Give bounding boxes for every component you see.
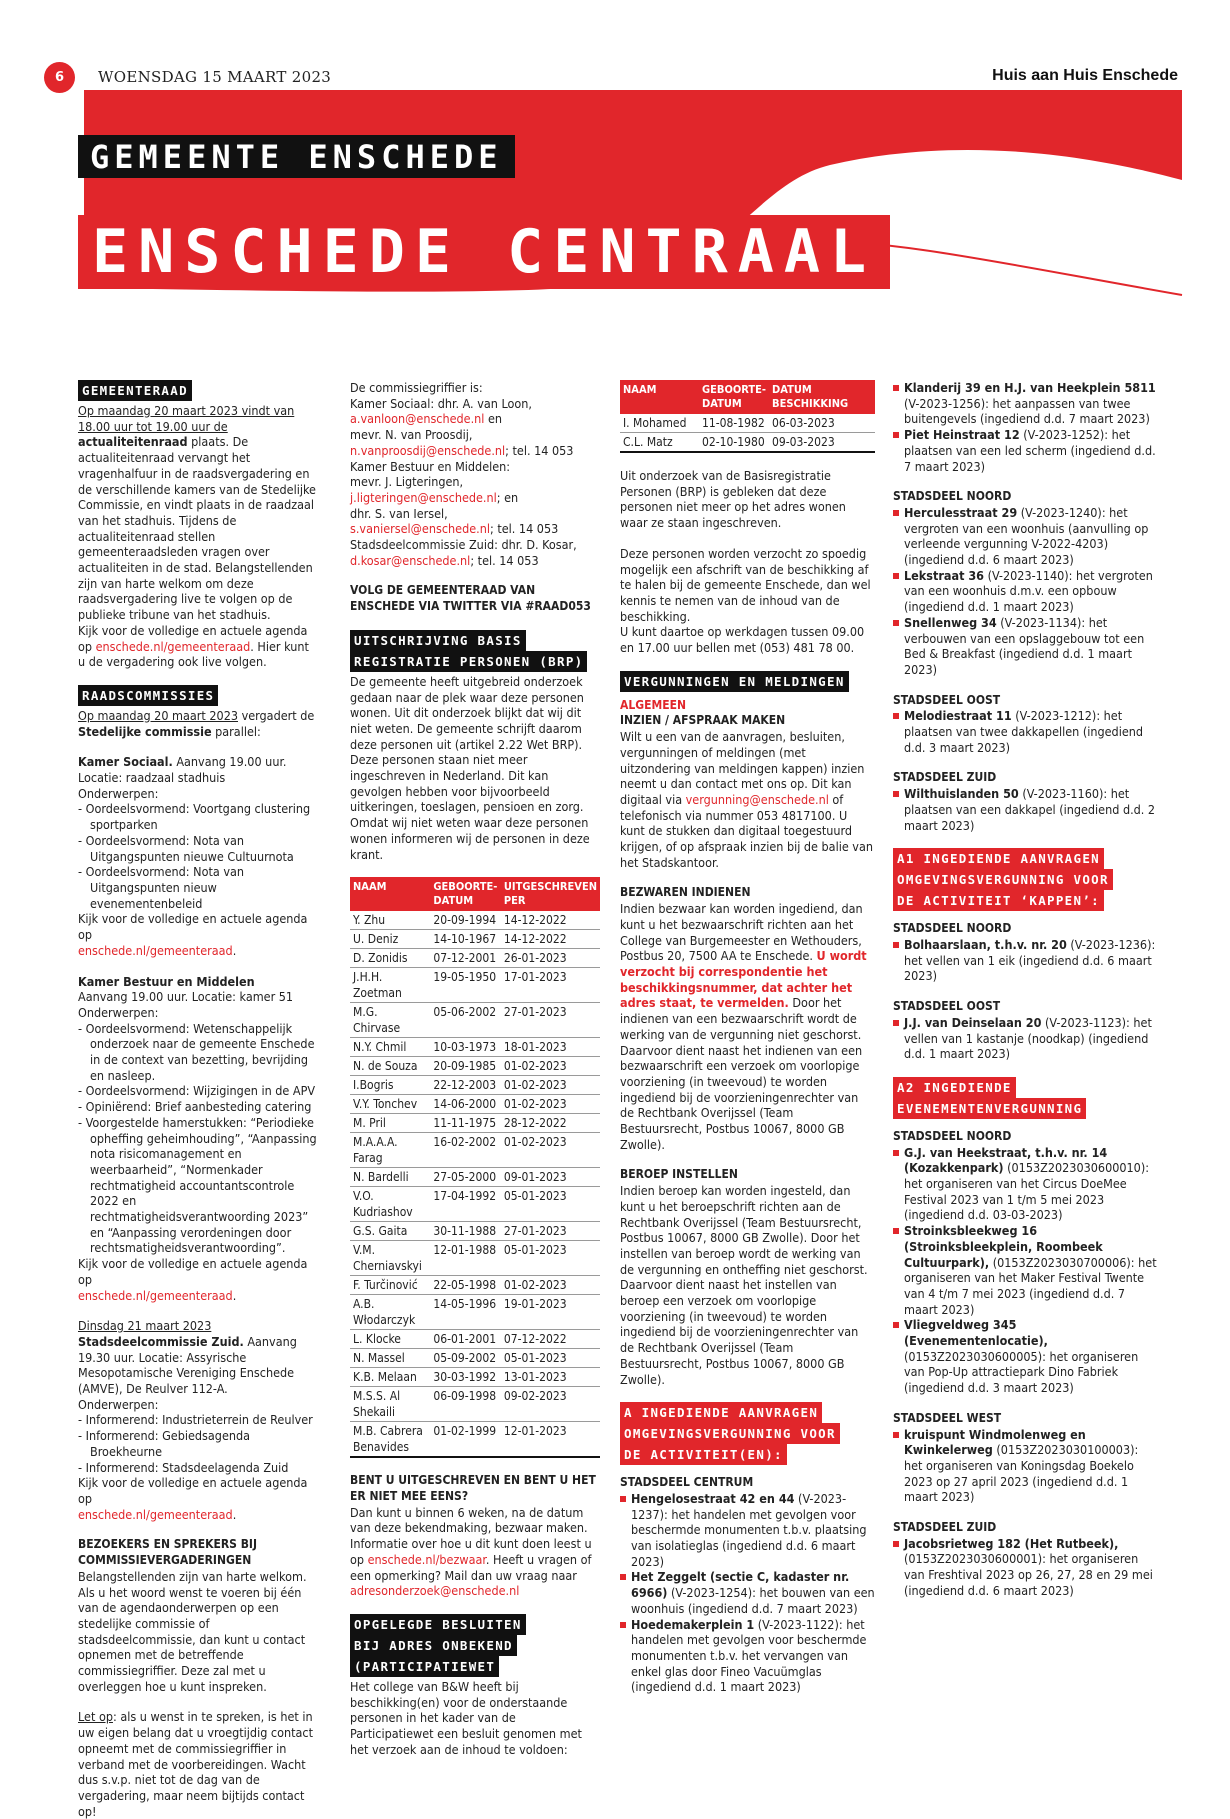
page-number: 6 [44,62,75,93]
table-cell: N.Y. Chmil [350,1038,430,1057]
bezoekers-heading: BEZOEKERS EN SPREKERS BIJ COMMISSIEVERGADERINGEN [78,1537,257,1568]
table-row [350,1330,600,1349]
bezoekers-text: Belangstellenden zijn van harte welkom. Als u het woord wenst te voeren bij één van de agendaonderwerpen op een stedelijke commissie of stadsdeelcommissie, dan kunt u contact opnemen met de betreffende commissiegriffier. Deze zal met u overleggen hoe u kunt inspreken. [78,1568,307,1694]
besluiten-heading-1: OPGELEGDE BESLUITEN [350,1614,526,1635]
list-item: Klanderij 39 en H.J. van Heekplein 5811 (V-2023-1256): het aanpassen van twee buitengevels (ingediend d.d. 7 maart 2023) [893,380,1158,427]
gemeenteraad-link[interactable]: enschede.nl/gemeenteraad [78,1506,233,1522]
stadsdeel-noord: STADSDEEL NOORD [893,489,1012,504]
onderzoek-text: Uit onderzoek van de Basisregistratie Personen (BRP) is gebleken dat deze personen niet meer op het adres wonen waar ze staan ingeschreven. [620,468,846,531]
actualiteitenraad-text: Op maandag 20 maart 2023 vindt van 18.00 uur tot 19.00 uur de actualiteitenraad plaats. De actualiteitenraad vervangt het vragenhalfuur in de raadsvergadering en de verschillende kamers van de Stedelijke Commissie, en vindt plaats in de raadzaal van het stadhuis. Tijdens de actualiteitenraad stellen gemeenteraadsleden vragen over actualiteiten in de stad. Belangstellenden zijn van harte welkom om deze raadsvergadering live te volgen op de publieke tribune van het stadhuis. [78,403,316,623]
list-item: Melodiestraat 11 (V-2023-1212): het plaatsen van twee dakkapellen (ingediend d.d. 3 maart 2023) [893,708,1158,755]
besluiten-text: Het college van B&W heeft bij beschikking(en) voor de onderstaande personen in het kader van de Participatiewet een besluit genomen met het verzoek aan de inhoud te voldoen: [350,1678,582,1757]
evenement-heading-2: EVENEMENTENVERGUNNING [893,1098,1086,1119]
table-cell: 16-02-2002 [430,1133,500,1168]
table-cell: 05-01-2023 [501,1241,600,1276]
table-row [350,1387,600,1422]
bezwaar-text: Dan kunt u binnen 6 weken, na de datum van deze bekendmaking, bezwaar maken. Informatie over hoe u dit kunt doen leest u op enschede.nl/bezwaar. Heeft u vragen of een opmerking? Mail dan uw vraag naar adresonderzoek@enschede.nl [350,1504,592,1599]
table-cell: 13-01-2023 [501,1368,600,1387]
table-row [350,1038,600,1057]
table-cell: 01-02-1999 [430,1422,500,1458]
inzien-heading: INZIEN / AFSPRAAK MAKEN [620,713,786,728]
table-cell: V.Y. Tonchev [350,1095,430,1114]
table-cell: M.B. Cabrera Benavides [350,1422,430,1458]
table-cell: 10-03-1973 [430,1038,500,1057]
table-header: NAAM [620,380,699,414]
table-cell: 05-09-2002 [430,1349,500,1368]
list-item: - Informerend: Stadsdeelagenda Zuid [78,1459,289,1475]
table-cell: 27-05-2000 [430,1168,500,1187]
brp-heading-1: UITSCHRIJVING BASIS [350,630,526,651]
table-cell: I. Mohamed [620,414,699,433]
stadsdeel-zuid: STADSDEEL ZUID [893,770,997,785]
email-link[interactable]: adresonderzoek@enschede.nl [350,1583,520,1599]
verzoek-text: Deze personen worden verzocht zo spoedig mogelijk een afschrift van de beschikking af te halen bij de gemeente Enschede, dan wel kennis te nemen van de inhoud van de beschikking. [620,545,871,624]
table-header: DATUM BESCHIKKING [769,380,875,414]
aanvragen-heading-3: DE ACTIVITEIT(EN): [620,1444,787,1465]
twitter-notice: VOLG DE GEMEENTERAAD VAN ENSCHEDE VIA TWITTER VIA #RAAD053 [350,583,591,614]
table-cell: 06-09-1998 [430,1387,500,1422]
table-cell: M.G. Chirvase [350,1003,430,1038]
gemeenteraad-link[interactable]: enschede.nl/gemeenteraad [95,638,251,654]
kamer-bestuur-list [78,1021,318,1257]
gemeenteraad-link[interactable]: enschede.nl/gemeenteraad [78,942,233,958]
table-row [350,1076,600,1095]
column-2: De commissiegriffier is: Kamer Sociaal: dhr. A. van Loon, a.vanloon@enschede.nl en mevr. N. van Proosdij, n.vanproosdij@enschede.nl; tel. 14 053 Kamer Bestuur en Middelen: mevr. J. Ligteringen, j.ligteringen@enschede.nl; en dhr. S. van Iersel, s.vaniersel@enschede.nl; tel. 14 053 Stadsdeelcommissie Zuid: dhr. D. Kosar, d.kosar@enschede.nl; tel. 14 053 VOLG DE GEMEENTERAAD VAN ENSCHEDE VIA TWITTER VIA #RAAD053 UITSCHRIJVING BASIS REGISTRATIE PERSONEN (BRP) De gemeente heeft uitgebreid onderzoek gedaan naar de plek waar deze personen wonen. Uit dit onderzoek blijkt dat wij dit niet weten. De gemeente schrijft daarom deze personen uit (artikel 2.22 Wet BRP). Deze personen staan niet meer ingeschreven in Nederland. Dit kan gevolgen hebben voor bijvoorbeeld uitkeringen, toeslagen, pensioen en zorg. Omdat wij niet weten waar deze personen wonen informeren wij de personen in deze krant. NAAM GEBOORTE-DATUM UITGESCHREVEN PER Y. Zhu 20-09-1994 14-12-2022 U. Deniz 14-10-1967 14-12-2022 D. Zonidis 07-12-2001 26-01-2023 J.H.H. Zoetman 19-05-1950 17-01-2023 M.G. Chirvase 05-06-2002 27-01-2023 N.Y. Chmil 10-03-1973 18-01-2023 N. de Souza 20-09-1985 01-02-2023 I.Bogris 22-12-2003 01-02-2023 V.Y. Tonchev 14-06-2000 01-02-2023 M. Pril 11-11-1975 28-12-2022 M.A.A.A. Farag 16-02-2002 01-02-2023 N. Bardelli 27-05-2000 09-01-2023 V.O. Kudriashov 17-04-1992 05-01-2023 G.S. Gaita 30-11-1988 27-01-2023 V.M. Cherniavskyi 12-01-1988 05-01-2023 F. Turčinović 22-05-1998 01-02-2023 A.B. Włodarczyk 14-05-1996 19-01-2023 L. Klocke 06-01-2001 07-12-2022 N. Massel 05-09-2002 05-01-2023 K.B. Melaan 30-03-1992 13-01-2023 M.S.S. Al Shekaili 06-09-1998 09-02-2023 M.B. Cabrera Benavides 01-02-1999 12-01-2023 BENT U UITGESCHREVEN EN BENT U HET ER NIET MEE EENS? Dan kunt u binnen 6 weken, na de datum van deze bekendmaking, bezwaar maken. Informatie over hoe u dit kunt doen leest u op enschede.nl/bezwaar. Heeft u vragen of een opmerking? Mail dan uw vraag naar adresonderzoek@enschede.nl OPGELEGDE BESLUITEN BIJ ADRES ONBEKEND (PARTICIPATIEWET Het college van B&W heeft bij beschikking(en) voor de onderstaande personen in het kader van de Participatiewet een besluit genomen met het verzoek aan de inhoud te voldoen: [350,380,600,1757]
evenement-noord-list [893,1145,1158,1396]
table-cell: 19-01-2023 [501,1295,600,1330]
list-item: Jacobsrietweg 182 (Het Rutbeek), (0153Z2023030600001): het organiseren van Freshtival 2023 op 26, 27, 28 en 29 mei (ingediend d.d. 6 maart 2023) [893,1536,1158,1599]
table-header: NAAM [350,877,430,911]
table-cell: M.A.A.A. Farag [350,1133,430,1168]
table-row [350,1187,600,1222]
agenda-info: Kijk voor de volledige en actuele agenda op [78,1475,308,1506]
table-cell: 14-10-1967 [430,930,500,949]
table-cell: A.B. Włodarczyk [350,1295,430,1330]
table-cell: Y. Zhu [350,911,430,930]
list-item: G.J. van Heekstraat, t.h.v. nr. 14 (Kozakkenpark) (0153Z2023030600010): het organiseren van het Circus DoeMee Festival 2023 van 1 t/m 5 mei 2023 (ingediend d.d. 03-03-2023) [893,1145,1158,1224]
stadsdeel-west: STADSDEEL WEST [893,1410,1002,1425]
table-cell: 14-12-2022 [501,930,600,949]
besluiten-table [620,380,875,453]
table-cell: V.M. Cherniavskyi [350,1241,430,1276]
table-cell: 01-02-2023 [501,1276,600,1295]
table-cell: 27-01-2023 [501,1003,600,1038]
kappen-heading-3: DE ACTIVITEIT ‘KAPPEN’: [893,890,1104,911]
bezwaren-text: Indien bezwaar kan worden ingediend, dan kunt u het bezwaarschrift richten aan het College van Burgemeester en Wethouders, Postbus 20, 7500 AA te Enschede. U wordt verzocht bij correspondentie het beschikkingsnummer, dat achter het adres staat, te vermelden. Door het indienen van een bezwaarschrift wordt de werking van de vergunning niet geschorst. Daarvoor dient naast het indienen van een bezwaarschrift een verzoek om voorlopige voorziening (in tweevoud) te worden ingediend bij de voorzieningenrechter van de Rechtbank Overijssel (Team Bestuursrecht, Postbus 10067, 8000 GB Zwolle). [620,901,867,1152]
onderwerpen-label: Onderwerpen: [78,1396,159,1412]
inzien-text: Wilt u een van de aanvragen, besluiten, vergunningen of meldingen (met uitzondering van meldingen kappen) inzien neemt u dan contact met ons op. Dit kan digitaal via vergunning@enschede.nl of telefonisch via nummer 053 4817100. U kunt de stukken dan digitaal toegestuurd krijgen, of op afspraak inzien bij de balie van het Stadskantoor. [620,729,873,870]
table-row [350,968,600,1003]
algemeen-heading: ALGEMEEN [620,697,687,712]
table-cell: 26-01-2023 [501,949,600,968]
email-link[interactable]: a.vanloon@enschede.nl [350,411,485,427]
raadscommissies-heading: RAADSCOMMISSIES [78,685,218,706]
kappen-oost-list [893,1015,1158,1062]
table-cell: 17-01-2023 [501,968,600,1003]
kamer-sociaal: Kamer Sociaal. Aanvang 19.00 uur. Locatie: raadzaal stadhuis [78,754,287,786]
table-cell: 28-12-2022 [501,1114,600,1133]
list-item: Wilthuislanden 50 (V-2023-1160): het plaatsen van een dakkapel (ingediend d.d. 2 maart 2023) [893,786,1158,833]
table-cell: 02-10-1980 [699,433,769,453]
table-row [350,1241,600,1276]
column-1: GEMEENTERAAD Op maandag 20 maart 2023 vindt van 18.00 uur tot 19.00 uur de actualiteitenraad plaats. De actualiteitenraad vervangt het vragenhalfuur in de raadsvergadering en de verschillende kamers van de Stedelijke Commissie, en vindt plaats in de raadzaal van het stadhuis. Tijdens de actualiteitenraad stellen gemeenteraadsleden vragen over actualiteiten in de stad. Belangstellenden zijn van harte welkom om deze raadsvergadering live te volgen op de publieke tribune van het stadhuis. Kijk voor de volledige en actuele agenda op enschede.nl/gemeenteraad. Hier kunt u de vergadering ook live volgen. RAADSCOMMISSIES Op maandag 20 maart 2023 vergadert de Stedelijke commissie parallel: Kamer Sociaal. Aanvang 19.00 uur. Locatie: raadzaal stadhuis Onderwerpen: - Oordeelsvormend: Voortgang clustering sportparken - Oordeelsvormend: Nota van Uitgangspunten nieuwe Cultuurnota - Oordeelsvormend: Nota van Uitgangspunten nieuw evenementenbeleid Kijk voor de volledige en actuele agenda op enschede.nl/gemeenteraad. Kamer Bestuur en Middelen Aanvang 19.00 uur. Locatie: kamer 51 Onderwerpen: - Oordeelsvormend: Wetenschappelijk onderzoek naar de gemeente Enschede in de context van bezetting, bevrijding en nasleep. - Oordeelsvormend: Wijzigingen in de APV - Opiniërend: Brief aanbesteding catering - Voorgestelde hamerstukken: “Periodieke opheffing geheimhouding”, “Aanpassing nota risicomanagement en weerbaarheid”, “Normenkader rechtmatigheid accountantscontrole 2022 en rechtmatigheidsverantwoording 2023” en “Aanpassing verordeningen door rechtsmatigheidsverantwoording”. Kijk voor de volledige en actuele agenda op enschede.nl/gemeenteraad. Dinsdag 21 maart 2023 Stadsdeelcommissie Zuid. Aanvang 19.30 uur. Locatie: Assyrische Mesopotamische Vereniging Enschede (AMVE), De Reulver 112-A. Onderwerpen: - Informerend: Industrieterrein de Reulver - Informerend: Gebiedsagenda Broekheurne - Informerend: Stadsdeelagenda Zuid Kijk voor de volledige en actuele agenda op enschede.nl/gemeenteraad. BEZOEKERS EN SPREKERS BIJ COMMISSIEVERGADERINGEN Belangstellenden zijn van harte welkom. Als u het woord wenst te voeren bij één van de agendaonderwerpen op een stedelijke commissie of stadsdeelcommissie, dan kunt u contact opnemen met de betreffende commissiegriffier. Deze zal met u overleggen hoe u kunt inspreken. Let op: als u wenst in te spreken, is het in uw eigen belang dat u vroegtijdig contact opneemt met de commissiegriffier in verband met de voorbereidingen. Wacht dus s.v.p. niet tot de dag van de vergadering, maar neem bijtijds contact op! [78,380,318,1819]
list-item: Bolhaarslaan, t.h.v. nr. 20 (V-2023-1236): het vellen van 1 eik (ingediend d.d. 6 maart 2023) [893,937,1158,984]
table-cell: 06-01-2001 [430,1330,500,1349]
table-header: GEBOORTE-DATUM [430,877,500,911]
list-item: Herculesstraat 29 (V-2023-1240): het vergroten van een woonhuis (aanvulling op verleende vergunning V-2022-4203) (ingediend d.d. 6 maart 2023) [893,505,1158,568]
table-cell: M.S.S. Al Shekaili [350,1387,430,1422]
griffier-line: mevr. J. Ligteringen, [350,474,464,490]
centrum-list-cont [893,380,1158,474]
table-row [350,1003,600,1038]
table-cell: C.L. Matz [620,433,699,453]
table-header: UITGESCHREVEN PER [501,877,600,911]
table-cell: 05-01-2023 [501,1187,600,1222]
oost-list [893,708,1158,755]
beroep-heading: BEROEP INSTELLEN [620,1167,738,1182]
kappen-heading-2: OMGEVINGSVERGUNNING VOOR [893,869,1113,890]
table-cell: 14-12-2022 [501,911,600,930]
table-cell: 22-12-2003 [430,1076,500,1095]
list-item: - Opiniërend: Brief aanbesteding catering [78,1099,312,1115]
list-item: Snellenweg 34 (V-2023-1134): het verbouwen van een opslaggebouw tot een Bed & Breakfast (ingediend d.d. 1 maart 2023) [893,615,1158,678]
kamer-bestuur-info: Aanvang 19.00 uur. Locatie: kamer 51 [78,989,294,1005]
table-row [350,1276,600,1295]
griffier-intro: De commissiegriffier is: [350,380,483,395]
list-item: kruispunt Windmolenweg en Kwinkelerweg (0153Z2023030100003): het organiseren van Koningsdag Boekelo 2023 op 27 april 2023 (ingediend d.d. 1 maart 2023) [893,1427,1158,1506]
list-item: - Informerend: Industrieterrein de Reulver [78,1412,313,1428]
table-row [350,1349,600,1368]
brp-heading-2: REGISTRATIE PERSONEN (BRP) [350,651,587,672]
table-cell: 14-05-1996 [430,1295,500,1330]
griffier-line: Kamer Bestuur en Middelen: [350,458,511,474]
list-item: Lekstraat 36 (V-2023-1140): het vergroten van een woonhuis d.m.v. een opbouw (ingediend d.d. 1 maart 2023) [893,568,1158,615]
table-cell: F. Turčinović [350,1276,430,1295]
list-item: Hoedemakerplein 1 (V-2023-1122): het handelen met gevolgen voor beschermde monumenten t.b.v. het vervangen van enkel glas door Fineo Vacuümglas (ingediend d.d. 1 maart 2023) [620,1617,875,1696]
table-cell: 12-01-1988 [430,1241,500,1276]
list-item: Piet Heinstraat 12 (V-2023-1252): het plaatsen van een led scherm (ingediend d.d. 7 maart 2023) [893,427,1158,474]
table-cell: 12-01-2023 [501,1422,600,1458]
table-cell: 05-06-2002 [430,1003,500,1038]
table-cell: 01-02-2023 [501,1133,600,1168]
table-cell: J.H.H. Zoetman [350,968,430,1003]
agenda-info: Kijk voor de volledige en actuele agenda op [78,911,308,943]
onderwerpen-label: Onderwerpen: [78,1004,159,1020]
let-op-text: Let op: als u wenst in te spreken, is het in uw eigen belang dat u vroegtijdig contact opneemt met de commissiegriffier in verband met de voorbereidingen. Wacht dus s.v.p. niet tot de dag van de vergadering, maar neem bijtijds contact op! [78,1709,313,1819]
stadsdeel-centrum: STADSDEEL CENTRUM [620,1475,754,1490]
evenement-heading-1: A2 INGEDIENDE [893,1077,1016,1098]
table-row [350,1095,600,1114]
list-item: J.J. van Deinselaan 20 (V-2023-1123): het vellen van 1 kastanje (noodkap) (ingediend d.d. 1 maart 2023) [893,1015,1158,1062]
noord-list [893,505,1158,678]
table-cell: N. Bardelli [350,1168,430,1187]
table-cell: 22-05-1998 [430,1276,500,1295]
table-cell: M. Pril [350,1114,430,1133]
stadsdeel-oost: STADSDEEL OOST [893,999,1001,1014]
list-item: - Oordeelsvormend: Wetenschappelijk onderzoek naar de gemeente Enschede in de context van bezetting, bevrijding en nasleep. [78,1020,315,1083]
bezwaar-link[interactable]: enschede.nl/bezwaar [367,1551,486,1567]
list-item: Stroinksbleekweg 16 (Stroinksbleekplein, Roombeek Cultuurpark), (0153Z2023030700006): het organiseren van het Maker Festival Twente van 4 t/m 7 mei 2023 (ingediend d.d. 7 maart 2023) [893,1223,1158,1317]
table-cell: L. Klocke [350,1330,430,1349]
evenement-zuid-list [893,1536,1158,1599]
kappen-heading-1: A1 INGEDIENDE AANVRAGEN [893,848,1104,869]
stadsdeel-zuid-list [78,1412,318,1475]
vergunningen-heading: VERGUNNINGEN EN MELDINGEN [620,671,849,692]
agenda-info: Kijk voor de volledige en actuele agenda op [78,1256,308,1287]
column-4 [893,380,1158,1599]
centrum-list [620,1491,875,1695]
table-cell: 09-03-2023 [769,433,875,453]
table-header: GEBOORTE-DATUM [699,380,769,414]
griffier-line: mevr. N. van Proosdij, [350,427,473,443]
issue-date: WOENSDAG 15 MAART 2023 [98,68,332,86]
gemeenteraad-link[interactable]: enschede.nl/gemeenteraad [78,1287,233,1303]
list-item: Vliegveldweg 345 (Evenementenlocatie), (0153Z2023030600005): het organiseren van Pop-Up attractiepark Dino Fabriek (ingediend d.d. 3 maart 2023) [893,1317,1158,1396]
table-row [350,930,600,949]
table-cell: 27-01-2023 [501,1222,600,1241]
table-row [350,1057,600,1076]
email-link[interactable]: d.kosar@enschede.nl [350,552,471,568]
gemeenteraad-heading: GEMEENTERAAD [78,380,192,401]
kappen-noord-list [893,937,1158,984]
column-3 [620,380,875,1695]
table-cell: 19-05-1950 [430,968,500,1003]
griffier-line: Kamer Sociaal: dhr. A. van Loon, [350,395,532,411]
table-cell: 18-01-2023 [501,1038,600,1057]
table-cell: V.O. Kudriashov [350,1187,430,1222]
table-row [350,949,600,968]
email-link[interactable]: j.ligteringen@enschede.nl [350,489,497,505]
newspaper-name: Huis aan Huis Enschede [992,67,1178,84]
table-cell: 09-01-2023 [501,1168,600,1187]
table-cell: D. Zonidis [350,949,430,968]
table-row [350,911,600,930]
table-cell: 17-04-1992 [430,1187,500,1222]
besluiten-heading-2: BIJ ADRES ONBEKEND [350,1635,517,1656]
stadsdeel-noord: STADSDEEL NOORD [893,1128,1012,1143]
bellen-text: U kunt daartoe op werkdagen tussen 09.00 en 17.00 uur bellen met (053) 481 78 00. [620,624,865,656]
griffier-line: dhr. S. van Iersel, [350,505,448,521]
dinsdag-heading: Dinsdag 21 maart 2023 [78,1318,212,1334]
municipality-title: GEMEENTE ENSCHEDE [78,135,515,178]
table-cell: U. Deniz [350,930,430,949]
zuid-list [893,786,1158,833]
table-cell: 20-09-1994 [430,911,500,930]
table-cell: 11-08-1982 [699,414,769,433]
table-cell: 06-03-2023 [769,414,875,433]
aanvragen-heading-1: A INGEDIENDE AANVRAGEN [620,1402,822,1423]
stadsdeel-zuid: STADSDEEL ZUID [893,1520,997,1535]
table-cell: 30-11-1988 [430,1222,500,1241]
table-cell: 07-12-2022 [501,1330,600,1349]
table-row [350,1422,600,1458]
evenement-west-list [893,1427,1158,1506]
brp-table [350,877,600,1458]
kamer-bestuur-heading: Kamer Bestuur en Middelen [78,973,255,989]
table-row [350,1168,600,1187]
table-cell: K.B. Melaan [350,1368,430,1387]
griffier-line: Stadsdeelcommissie Zuid: dhr. D. Kosar, [350,537,577,553]
table-row [350,1222,600,1241]
kamer-sociaal-list [78,801,318,911]
table-cell: 09-02-2023 [501,1387,600,1422]
stadsdeel-oost: STADSDEEL OOST [893,692,1001,707]
brp-text: De gemeente heeft uitgebreid onderzoek gedaan naar de plek waar deze personen wonen. Uit dit onderzoek blijkt dat wij dit niet weten. De gemeente schrijft daarom deze personen uit (artikel 2.22 Wet BRP). Deze personen staan niet meer ingeschreven in Nederland. Dit kan gevolgen hebben voor bijvoorbeeld uitkeringen, toeslagen, pensioen en zorg. Omdat wij niet weten waar deze personen wonen informeren wij de personen in deze krant. [350,673,590,862]
table-row [620,433,875,453]
table-cell: 01-02-2023 [501,1076,600,1095]
list-item: - Oordeelsvormend: Wijzigingen in de APV [78,1083,316,1099]
email-link[interactable]: n.vanproosdij@enschede.nl [350,442,506,458]
stadsdeelcommissie-zuid: Stadsdeelcommissie Zuid. Aanvang 19.30 uur. Locatie: Assyrische Mesopotamische Vereniging Enschede (AMVE), De Reulver 112-A. [78,1333,297,1397]
table-cell: N. Massel [350,1349,430,1368]
bezwaar-heading: BENT U UITGESCHREVEN EN BENT U HET ER NIET MEE EENS? [350,1473,596,1503]
table-row [620,414,875,433]
section-title: ENSCHEDE CENTRAAL [78,215,890,289]
beroep-text: Indien beroep kan worden ingesteld, dan kunt u het beroepschrift richten aan de Rechtbank Overijssel (Team Bestuursrecht, Postbus 10067, 8000 GB Zwolle). Door het instellen van beroep wordt de werking van de vergunning en ontheffing niet geschorst. Daarvoor dient naast het instellen van beroep een verzoek om voorlopige voorziening (in tweevoud) te worden ingediend bij de voorzieningenrechter van de Rechtbank Overijssel (Team Bestuursrecht, Postbus 10067, 8000 GB Zwolle). [620,1183,868,1387]
raadscommissies-intro: Op maandag 20 maart 2023 vergadert de Stedelijke commissie parallel: [78,707,315,739]
table-row [350,1114,600,1133]
stadsdeel-noord: STADSDEEL NOORD [893,921,1012,936]
table-cell: 14-06-2000 [430,1095,500,1114]
agenda-info: Kijk voor de volledige en actuele agenda op enschede.nl/gemeenteraad. Hier kunt u de vergadering ook live volgen. [78,622,309,670]
onderwerpen-label: Onderwerpen: [78,785,159,801]
table-cell: 05-01-2023 [501,1349,600,1368]
table-row [350,1368,600,1387]
list-item: - Voorgestelde hamerstukken: “Periodieke opheffing geheimhouding”, “Aanpassing nota risicomanagement en weerbaarheid”, “Normenkader rechtmatigheid accountantscontrole 2022 en rechtmatigheidsverantwoording 2023” en “Aanpassing verordeningen door rechtsmatigheidsverantwoording”. [78,1114,317,1256]
table-cell: 30-03-1992 [430,1368,500,1387]
bezwaren-heading: BEZWAREN INDIENEN [620,885,751,900]
list-item: Hengelosestraat 42 en 44 (V-2023-1237): het handelen met gevolgen voor beschermde monumenten t.b.v. plaatsing van isolatieglas (ingediend d.d. 6 maart 2023) [620,1491,875,1570]
list-item: - Informerend: Gebiedsagenda Broekheurne [78,1428,251,1459]
aanvragen-heading-2: OMGEVINGSVERGUNNING VOOR [620,1423,840,1444]
email-link[interactable]: s.vaniersel@enschede.nl [350,521,490,537]
list-item: - Oordeelsvormend: Voortgang clustering sportparken [78,801,311,833]
table-cell: I.Bogris [350,1076,430,1095]
table-cell: 01-02-2023 [501,1057,600,1076]
table-cell: 20-09-1985 [430,1057,500,1076]
table-cell: 07-12-2001 [430,949,500,968]
email-link[interactable]: vergunning@enschede.nl [685,791,829,807]
table-cell: 11-11-1975 [430,1114,500,1133]
table-row [350,1133,600,1168]
list-item: - Oordeelsvormend: Nota van Uitgangspunten nieuw evenementenbeleid [78,864,244,911]
table-row [350,1295,600,1330]
table-cell: 01-02-2023 [501,1095,600,1114]
table-cell: G.S. Gaita [350,1222,430,1241]
list-item: Het Zeggelt (sectie C, kadaster nr. 6966) (V-2023-1254): het bouwen van een woonhuis (ingediend d.d. 7 maart 2023) [620,1569,875,1616]
table-cell: N. de Souza [350,1057,430,1076]
list-item: - Oordeelsvormend: Nota van Uitgangspunten nieuwe Cultuurnota [78,832,294,864]
besluiten-heading-3: (PARTICIPATIEWET [350,1656,499,1677]
